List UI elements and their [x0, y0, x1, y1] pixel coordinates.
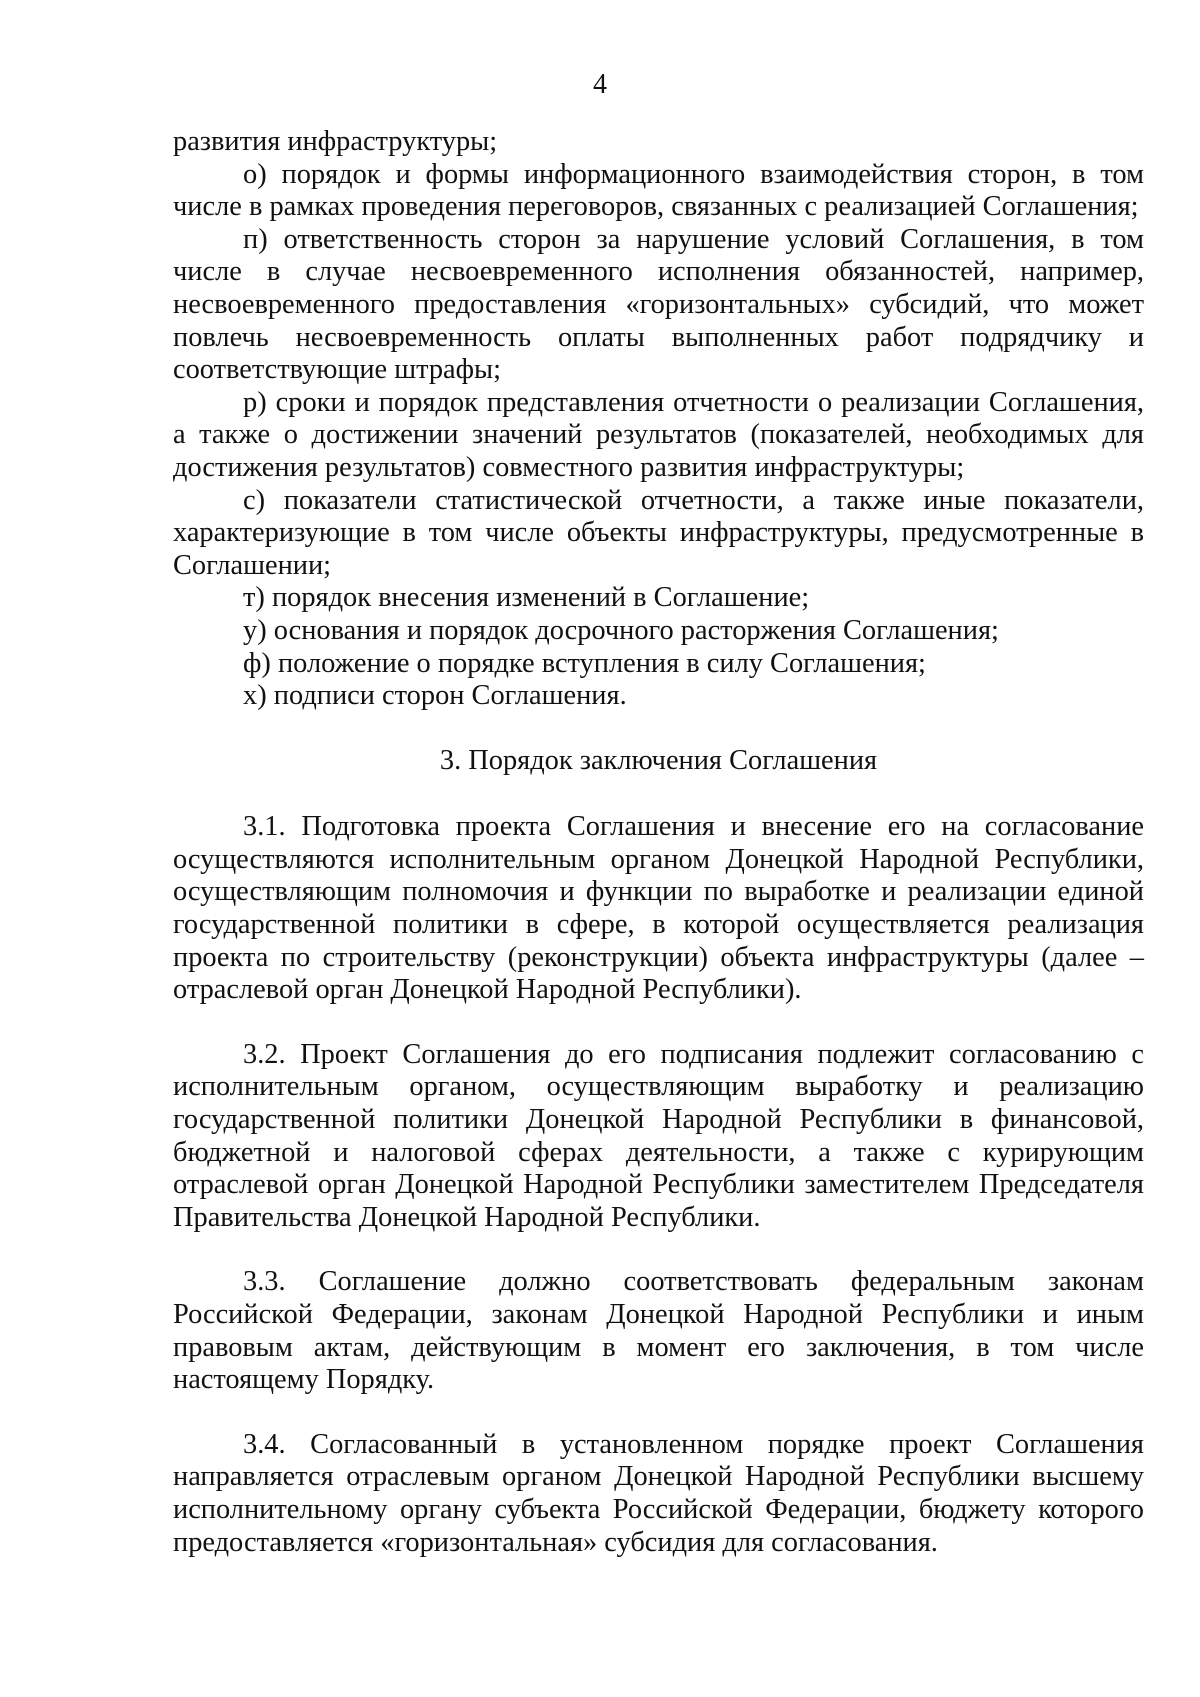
- list-item-f: ф) положение о порядке вступления в силу Соглашения;: [243, 647, 926, 679]
- list-item-kh: х) подписи сторон Соглашения.: [243, 680, 627, 712]
- paragraph-3-1: 3.1. Подготовка проекта Соглашения и внесение его на согласование осуществляются исполнительным органом Донецкой Народной Республики, осуществляющим полномочия и функции по выработке и реализации единой государственной политики в сфере, в которой осуществляется реализация проекта по строительству (реконструкции) объекта инфраструктуры (далее – отраслевой орган Донецкой Народной Республики).: [173, 811, 1144, 1006]
- list-item-o: о) порядок и формы информационного взаимодействия сторон, в том числе в рамках проведения переговоров, связанных с реализацией Соглашения;: [173, 158, 1144, 223]
- continuation-line: развития инфраструктуры;: [173, 126, 498, 157]
- paragraph-spacer: [173, 1234, 1144, 1266]
- list-item-s: с) показатели статистической отчетности, а также иные показатели, характеризующие в том числе объекты инфраструктуры, предусмотренные в Соглашении;: [173, 484, 1144, 581]
- list-item-u: у) основания и порядок досрочного расторжения Соглашения;: [243, 614, 999, 646]
- section-heading: 3. Порядок заключения Соглашения: [439, 744, 878, 776]
- paragraph-3-3: 3.3. Соглашение должно соответствовать федеральным законам Российской Федерации, законам Донецкой Народной Республики и иным правовым актам, действующим в момент его заключения, в том числе настоящему Порядку.: [173, 1266, 1144, 1396]
- paragraph-spacer: [173, 1397, 1144, 1429]
- list-item-r: р) сроки и порядок представления отчетности о реализации Соглашения, а также о достижении значений результатов (показателей, необходимых для достижения результатов) совместного развития инфраструктуры;: [173, 386, 1144, 483]
- list-item-t: т) порядок внесения изменений в Соглашение;: [243, 582, 810, 614]
- document-body: [173, 126, 1144, 1559]
- page-number: 4: [593, 69, 607, 100]
- paragraph-3-4: 3.4. Согласованный в установленном порядке проект Соглашения направляется отраслевым органом Донецкой Народной Республики высшему исполнительному органу субъекта Российской Федерации, бюджету которого предоставляется «горизонтальная» субсидия для согласования.: [173, 1428, 1144, 1558]
- paragraph-3-2: 3.2. Проект Соглашения до его подписания подлежит согласованию с исполнительным органом, осуществляющим выработку и реализацию государственной политики Донецкой Народной Республики в финансовой, бюджетной и налоговой сферах деятельности, а также с курирующим отраслевой орган Донецкой Народной Республики заместителем Председателя Правительства Донецкой Народной Республики.: [173, 1038, 1144, 1233]
- paragraph-spacer: [173, 1007, 1144, 1039]
- list-item-p: п) ответственность сторон за нарушение условий Соглашения, в том числе в случае несвоевременного исполнения обязанностей, например, несвоевременного предоставления «горизонтальных» субсидий, что может повлечь несвоевременность оплаты выполненных работ подрядчику и соответствующие штрафы;: [173, 223, 1144, 386]
- requirements-list: [173, 159, 1144, 713]
